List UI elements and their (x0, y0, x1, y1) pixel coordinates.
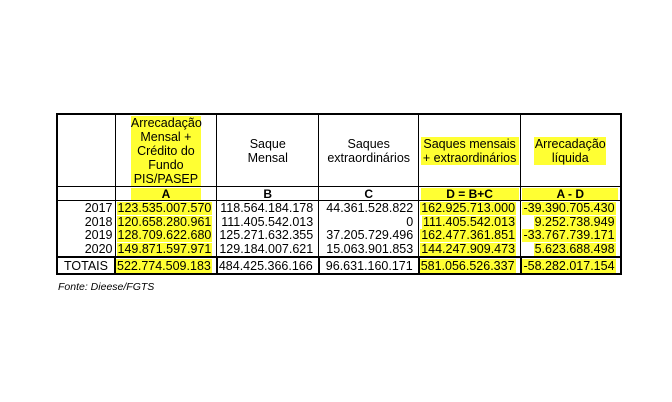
header-d: Saques mensais + extraordinários (419, 114, 521, 187)
totals-row (57, 257, 621, 274)
value-d: 162.477.361.851 (419, 229, 521, 243)
value-a: 120.658.280.961 (115, 216, 217, 230)
year-cell: 2019 (57, 229, 115, 243)
letter-empty (57, 187, 115, 201)
value-e: -39.390.705.430 (521, 201, 621, 216)
header-b: Saque Mensal (217, 114, 319, 187)
value-d: 111.405.542.013 (419, 216, 521, 230)
value-d: 162.925.713.000 (419, 201, 521, 216)
value-c: 0 (319, 216, 419, 230)
table-row (57, 201, 621, 216)
year-cell: 2020 (57, 243, 115, 258)
letter-c: C (319, 187, 419, 201)
header-empty (57, 114, 115, 187)
source-note: Fonte: Dieese/FGTS (58, 281, 155, 293)
total-a: 522.774.509.183 (115, 257, 217, 274)
header-e: Arrecadação líquida (521, 114, 621, 187)
letter-row (57, 187, 621, 201)
total-d: 581.056.526.337 (419, 257, 521, 274)
value-e: 5.623.688.498 (521, 243, 621, 258)
header-row (57, 114, 621, 187)
value-c: 37.205.729.496 (319, 229, 419, 243)
totals-label: TOTAIS (57, 257, 115, 274)
letter-a: A (115, 187, 217, 201)
letter-b: B (217, 187, 319, 201)
total-c: 96.631.160.171 (319, 257, 419, 274)
value-c: 44.361.528.822 (319, 201, 419, 216)
total-e: -58.282.017.154 (521, 257, 621, 274)
value-b: 118.564.184.178 (217, 201, 319, 216)
header-a: Arrecadação Mensal + Crédito do Fundo PIS/PASEP (115, 114, 217, 187)
value-a: 128.709.622.680 (115, 229, 217, 243)
fgts-table (56, 113, 622, 275)
value-e: 9.252.738.949 (521, 216, 621, 230)
value-d: 144.247.909.473 (419, 243, 521, 258)
value-a: 123.535.007.570 (115, 201, 217, 216)
value-b: 111.405.542.013 (217, 216, 319, 230)
value-c: 15.063.901.853 (319, 243, 419, 258)
value-a: 149.871.597.971 (115, 243, 217, 258)
value-b: 125.271.632.355 (217, 229, 319, 243)
table-row (57, 229, 621, 243)
letter-e: A - D (521, 187, 621, 201)
header-c: Saques extraordinários (319, 114, 419, 187)
year-cell: 2017 (57, 201, 115, 216)
table-row (57, 216, 621, 230)
value-e: -33.767.739.171 (521, 229, 621, 243)
year-cell: 2018 (57, 216, 115, 230)
table-row (57, 243, 621, 258)
letter-d: D = B+C (419, 187, 521, 201)
value-b: 129.184.007.621 (217, 243, 319, 258)
total-b: 484.425.366.166 (217, 257, 319, 274)
